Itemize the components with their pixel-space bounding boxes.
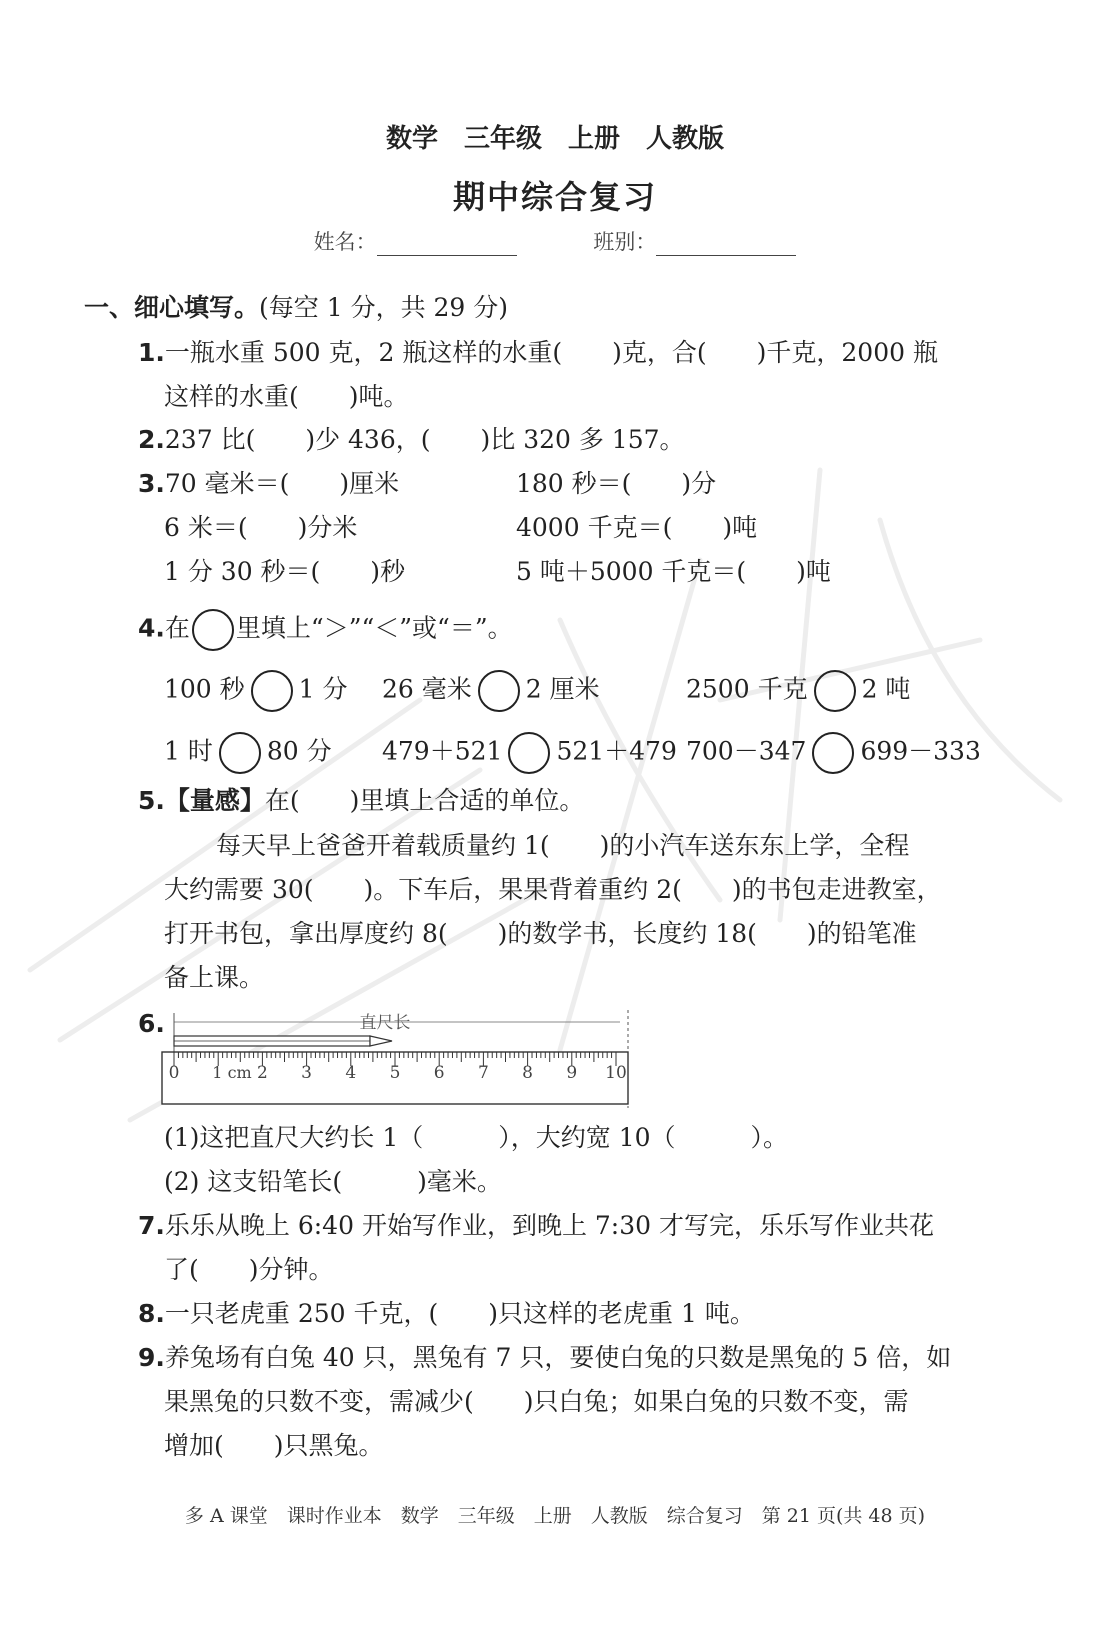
question-number: 4. (138, 613, 165, 643)
compare-circle[interactable] (478, 670, 520, 712)
pencil (174, 1036, 392, 1046)
sub-question: (1)这把直尺大约长 1（ ），大约宽 10（ ）。 (164, 1123, 789, 1152)
ruler-tick-label: 10 (605, 1063, 627, 1083)
question-9-line3: 增加( )只黑兔。 (164, 1431, 384, 1460)
question-text: 237 比( )少 436，( )比 320 多 157。 (164, 425, 685, 454)
page-footer: 多 A 课堂 课时作业本 数学 三年级 上册 人教版 综合复习 第 21 页(共 48 页) (184, 1505, 926, 1527)
question-number: 3. (138, 469, 165, 498)
conversion-item: 70 毫米＝( )厘米 (164, 469, 400, 498)
compare-item: 2500 千克 2 吨 (686, 670, 910, 712)
question-9 (138, 1342, 951, 1374)
question-text: 在( )里填上合适的单位。 (264, 786, 585, 815)
paragraph-line: 每天早上爸爸开着载质量约 1( )的小汽车送东东上学，全程 (216, 831, 910, 860)
question-tag: 【量感】 (164, 786, 265, 815)
question-8 (138, 1298, 755, 1330)
question-text: 乐乐从晚上 6:40 开始写作业，到晚上 7:30 才写完，乐乐写作业共花 (164, 1211, 934, 1240)
question-6-number: 6. (138, 1009, 165, 1038)
question-text: 一只老虎重 250 千克，( )只这样的老虎重 1 吨。 (164, 1299, 755, 1328)
question-number: 5. (138, 786, 165, 815)
section-title: 一、细心填写。 (84, 293, 260, 322)
compare-item: 100 秒 1 分 (164, 670, 348, 712)
question-text: 一瓶水重 500 克，2 瓶这样的水重( )克，合( )千克，2000 瓶 (164, 338, 938, 367)
paragraph-line: 备上课。 (164, 963, 265, 992)
subtitle: 数学 三年级 上册 人教版 (385, 124, 724, 154)
compare-circle[interactable] (814, 670, 856, 712)
ruler-figure (160, 1008, 632, 1108)
compare-circle-sample (192, 609, 234, 651)
question-3 (138, 468, 399, 500)
question-number: 2. (138, 425, 165, 454)
conversion-item: 180 秒＝( )分 (516, 469, 717, 498)
conversion-item: 6 米＝( )分米 (164, 513, 358, 542)
paragraph-line: 大约需要 30( )。下车后，果果背着重约 2( )的书包走进教室， (164, 875, 942, 904)
section-points: (每空 1 分，共 29 分) (259, 293, 509, 322)
ruler-tick-label: 7 (477, 1063, 489, 1083)
ruler-length-label: 直尺长 (359, 1013, 411, 1033)
compare-circle[interactable] (812, 732, 854, 774)
compare-item: 1 时 80 分 (164, 732, 332, 774)
ruler-tick-label: 6 (433, 1063, 445, 1083)
ruler-tick-label: 9 (566, 1063, 578, 1083)
compare-item: 479＋521 521＋479 (382, 732, 677, 774)
ruler-tick-label: 3 (301, 1063, 313, 1083)
conversion-item: 1 分 30 秒＝( )秒 (164, 557, 406, 586)
ruler-tick-label: 2 (256, 1063, 268, 1083)
question-9-line2: 果黑兔的只数不变，需减少( )只白兔；如果白兔的只数不变，需 (164, 1387, 909, 1416)
question-text-pre: 在 (164, 613, 190, 643)
compare-circle[interactable] (251, 670, 293, 712)
question-number: 8. (138, 1299, 165, 1328)
question-1 (138, 337, 938, 369)
name-blank[interactable] (377, 233, 517, 256)
paragraph-line: 打开书包，拿出厚度约 8( )的数学书，长度约 18( )的铅笔准 (164, 919, 917, 948)
question-text: 养兔场有白兔 40 只，黑兔有 7 只，要使白兔的只数是黑兔的 5 倍，如 (164, 1343, 952, 1372)
ruler-tick-label: 0 (168, 1063, 180, 1083)
ruler-unit-label: 1 cm (212, 1063, 252, 1082)
question-4 (138, 609, 513, 651)
compare-circle[interactable] (508, 732, 550, 774)
conversion-item: 4000 千克＝( )吨 (516, 513, 758, 542)
compare-circle[interactable] (219, 732, 261, 774)
name-label: 姓名： (313, 230, 377, 254)
class-label: 班别： (593, 230, 657, 254)
ruler-tick-label: 8 (522, 1063, 534, 1083)
ruler-tick-label: 5 (389, 1063, 401, 1083)
conversion-item: 5 吨＋5000 千克＝( )吨 (516, 557, 831, 586)
compare-item: 26 毫米 2 厘米 (382, 670, 600, 712)
question-5 (138, 785, 584, 817)
question-2 (138, 424, 685, 456)
name-row (0, 226, 1110, 256)
question-1-line2: 这样的水重( )吨。 (164, 382, 409, 411)
compare-item: 700－347 699－333 (686, 732, 981, 774)
question-number: 1. (138, 338, 165, 367)
sub-question: (2) 这支铅笔长( )毫米。 (164, 1167, 502, 1196)
class-blank[interactable] (656, 233, 796, 256)
question-text-post: 里填上“＞”“＜”或“＝”。 (235, 613, 513, 643)
question-number: 9. (138, 1343, 165, 1372)
page-title: 期中综合复习 (452, 178, 657, 216)
question-number: 7. (138, 1211, 165, 1240)
question-7 (138, 1210, 934, 1242)
section-heading (84, 292, 508, 324)
ruler-tick-label: 4 (345, 1063, 357, 1083)
question-7-line2: 了( )分钟。 (164, 1255, 334, 1284)
